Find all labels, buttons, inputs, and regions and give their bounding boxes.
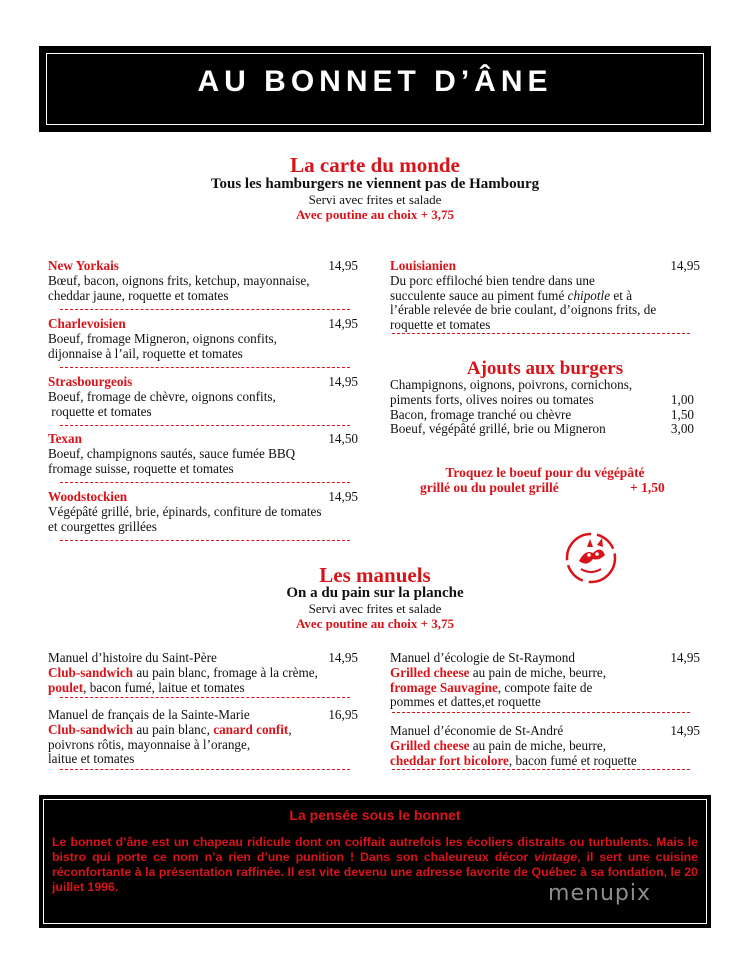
item-desc-line: Boeuf, champignons sautés, sauce fumée BBQ [48,445,296,461]
item-name: Texan [48,431,82,446]
menu-item-manuel-economie: Manuel d’économie de St-André 14,95 Grilled cheese au pain de miche, beurre, cheddar fort bicolore, bacon fumé et roquette [390,723,700,768]
item-name: Manuel de français de la Sainte-Marie [48,707,250,722]
item-desc-line: Bœuf, bacon, oignons frits, ketchup, mayonnaise, [48,272,310,288]
item-name: New Yorkais [48,258,119,273]
item-desc-line: dijonnaise à l’ail, roquette et tomates [48,345,243,361]
divider [392,333,690,334]
ajout-row: Boeuf, végépâté grillé, brie ou Migneron 3,00 [390,421,694,437]
item-desc-line: roquette et tomates [390,317,491,333]
item-price: 14,95 [670,258,700,273]
item-name: Manuel d’histoire du Saint-Père [48,650,217,665]
poutine-option-manuels: Avec poutine au choix + 3,75 [295,616,455,631]
section-title-ajouts: Ajouts aux burgers [466,358,624,379]
item-desc-line: succulente sauce au piment fumé chipotle et à [390,287,633,303]
about-text: Le bonnet d’âne est un chapeau ridicule dont on coiffait autrefois les écoliers distraits ou turbulents. Mais le bistro qui porte ce nom n’a rien d’une punition ! Dans son chaleureux décor vintage, il sert une cuisine réconfortante à la présentation raffinée. Il est vite devenu une adresse favorite de Québec à sa fondation, le 20 juillet 1996. [52,835,698,894]
divider [392,769,690,770]
divider [60,309,350,310]
section-title-carte: La carte du monde [290,153,460,177]
menu-item-burger [48,375,358,419]
menu-item-manuel-ecologie: Manuel d’écologie de St-Raymond 14,95 Grilled cheese au pain de miche, beurre, fromage Sauvagine, compote faite de pommes et dattes,et roquette [390,650,700,710]
divider [60,697,350,698]
item-name: Woodstockien [48,489,128,504]
ajout-row: Champignons, oignons, poivrons, cornichons, [390,377,633,392]
ajout-row: piments forts, olives noires ou tomates 1,00 [390,391,694,407]
item-desc-line: cheddar jaune, roquette et tomates [48,287,229,303]
poutine-option-carte: Avec poutine au choix + 3,75 [295,207,455,222]
about-title: La pensée sous le bonnet [289,807,461,823]
item-price: 14,95 [328,258,358,273]
item-desc-line: et courgettes grillées [48,518,157,534]
divider [60,540,350,541]
item-name: Manuel d’économie de St-André [390,723,564,738]
section-subtitle-manuels: On a du pain sur la planche [286,585,464,601]
divider [60,367,350,368]
menu-item-burger [48,259,358,303]
item-price: 14,50 [328,431,358,446]
ajout-row: Bacon, fromage tranché ou chèvre 1,50 [390,406,694,422]
item-price: 16,95 [328,707,358,722]
menu-item-burger [48,432,358,476]
item-desc-line: fromage suisse, roquette et tomates [48,460,234,476]
item-name: Strasbourgeois [48,374,133,389]
item-price: 14,95 [328,316,358,331]
menu-item-burger [48,317,358,361]
menu-item-manuel-histoire: Manuel d’histoire du Saint-Père 14,95 Club-sandwich au pain blanc, fromage à la crème, poulet, bacon fumé, laitue et tomates [48,650,358,695]
item-price: 14,95 [670,723,700,738]
served-with-carte: Servi avec frites et salade [308,192,442,207]
menu-item-louisianien [390,259,700,333]
item-desc-line: Du porc effiloché bien tendre dans une [390,272,595,288]
divider [60,425,350,426]
item-name: Manuel d’écologie de St-Raymond [390,650,575,665]
item-name: Louisianien [390,258,456,273]
item-name: Charlevoisien [48,316,126,331]
menu-item-manuel-francais: Manuel de français de la Sainte-Marie 16,95 Club-sandwich au pain blanc, canard confit, poivrons rôtis, mayonnaise à l’orange, laitue et tomates [48,707,358,767]
item-desc-line: l’érable relevée de brie coulant, d’oignons frits, de [390,302,657,318]
item-price: 14,95 [670,650,700,665]
item-desc-line: Boeuf, fromage Migneron, oignons confits, [48,330,277,346]
section-title-manuels: Les manuels [319,563,431,587]
ajouts-list [390,378,694,437]
troquez-price: + 1,50 [630,480,665,495]
troquez-line-2: grillé ou du poulet grillé [420,480,559,495]
divider [392,712,690,713]
item-desc-line: Boeuf, fromage de chèvre, oignons confits, [48,388,276,404]
about-box [39,795,711,928]
title-banner [39,46,711,132]
menu-item-burger [48,490,358,534]
item-desc-line: roquette et tomates [48,403,152,419]
item-price: 14,95 [328,374,358,389]
item-price: 14,95 [328,489,358,504]
section-subtitle-carte: Tous les hamburgers ne viennent pas de Hambourg [210,176,540,192]
served-with-manuels: Servi avec frites et salade [308,601,442,616]
item-desc-line: Végépâté grillé, brie, épinards, confiture de tomates [48,503,322,519]
item-price: 14,95 [328,650,358,665]
divider [60,482,350,483]
watermark: menupix [548,881,651,906]
divider [60,769,350,770]
restaurant-name: AU BONNET D’ÂNE [197,65,553,98]
troquez-line-1: Troquez le boeuf pour du végépâté [445,465,645,480]
